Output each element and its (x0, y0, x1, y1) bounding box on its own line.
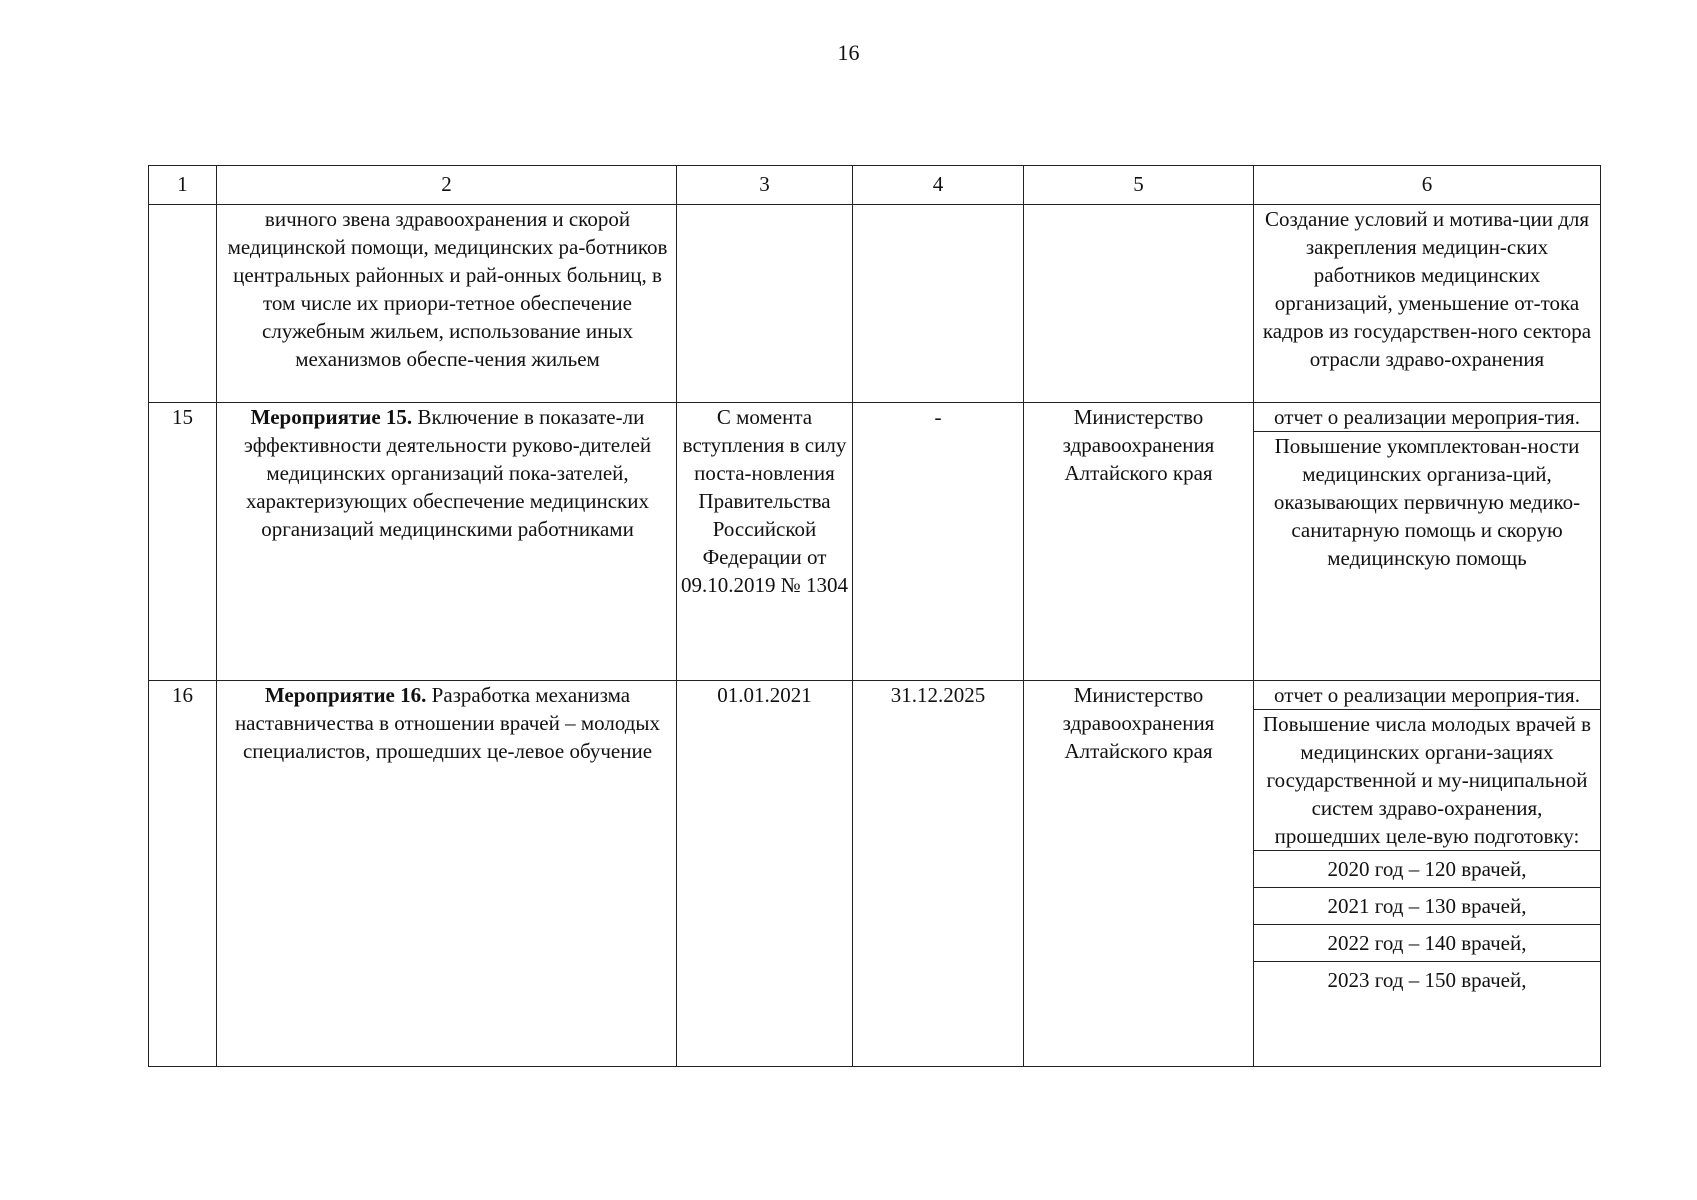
page-number: 16 (837, 40, 860, 65)
result-text: Повышение числа молодых врачей в медицинских органи-зациях государственной и му-ниципальной систем здраво-охранения, прошедших целе-вую подготовку: (1254, 709, 1600, 850)
header-col-1: 1 (149, 166, 217, 205)
header-col-4: 4 (853, 166, 1024, 205)
result-year-2021: 2021 год – 130 врачей, (1254, 887, 1600, 924)
cell-responsible: Министерство здравоохранения Алтайского края (1024, 681, 1254, 1067)
cell-result (1254, 681, 1601, 1067)
cell-responsible (1024, 205, 1254, 403)
result-text: Создание условий и мотива-ции для закрепления медицин-ских работников медицинских организаций, уменьшение от-тока кадров из государствен-ного сектора отрасли здраво-охранения (1262, 207, 1592, 371)
measure-title: Мероприятие 15. (250, 405, 413, 429)
cell-result (1254, 205, 1601, 403)
cell-description: вичного звена здравоохранения и скорой медицинской помощи, медицинских ра-ботников центральных районных и рай-онных больниц, в том числе их приори-тетное обеспечение служебным жильем, использование иных механизмов обеспе-чения жильем (217, 205, 677, 403)
result-report: отчет о реализации мероприя-тия. (1274, 683, 1580, 707)
cell-start (677, 205, 853, 403)
cell-description (217, 681, 677, 1067)
cell-num: 15 (149, 403, 217, 681)
table-row-15 (149, 403, 1601, 681)
cell-result (1254, 403, 1601, 681)
cell-description (217, 403, 677, 681)
measure-title: Мероприятие 16. (264, 683, 427, 707)
result-year-2022: 2022 год – 140 врачей, (1254, 924, 1600, 961)
cell-end (853, 205, 1024, 403)
measures-table (148, 165, 1601, 1067)
header-col-6: 6 (1254, 166, 1601, 205)
table-row-continuation (149, 205, 1601, 403)
measure-text: Включение в показате-ли эффективности деятельности руково-дителей медицинских организаций пока-зателей, характеризующих обеспечение медицинских организаций медицинскими работниками (243, 405, 652, 541)
cell-start: 01.01.2021 (677, 681, 853, 1067)
header-col-3: 3 (677, 166, 853, 205)
cell-start: С момента вступления в силу поста-новления Правительства Российской Федерации от 09.10.2019 № 1304 (677, 403, 853, 681)
result-year-2023: 2023 год – 150 врачей, (1254, 961, 1600, 998)
header-col-5: 5 (1024, 166, 1254, 205)
measure-text: Разработка механизма наставничества в отношении врачей – молодых специалистов, прошедших це-левое обучение (234, 683, 661, 763)
header-col-2: 2 (217, 166, 677, 205)
cell-end: 31.12.2025 (853, 681, 1024, 1067)
result-report: отчет о реализации мероприя-тия. (1274, 405, 1580, 429)
cell-end: - (853, 403, 1024, 681)
table-row-16 (149, 681, 1601, 1067)
cell-num: 16 (149, 681, 217, 1067)
table-header (149, 166, 1601, 205)
cell-responsible: Министерство здравоохранения Алтайского края (1024, 403, 1254, 681)
cell-num (149, 205, 217, 403)
result-year-2020: 2020 год – 120 врачей, (1254, 850, 1600, 887)
result-text: Повышение укомплектован-ности медицинских организа-ций, оказывающих первичную медико-санитарную помощь и скорую медицинскую помощь (1254, 431, 1600, 572)
